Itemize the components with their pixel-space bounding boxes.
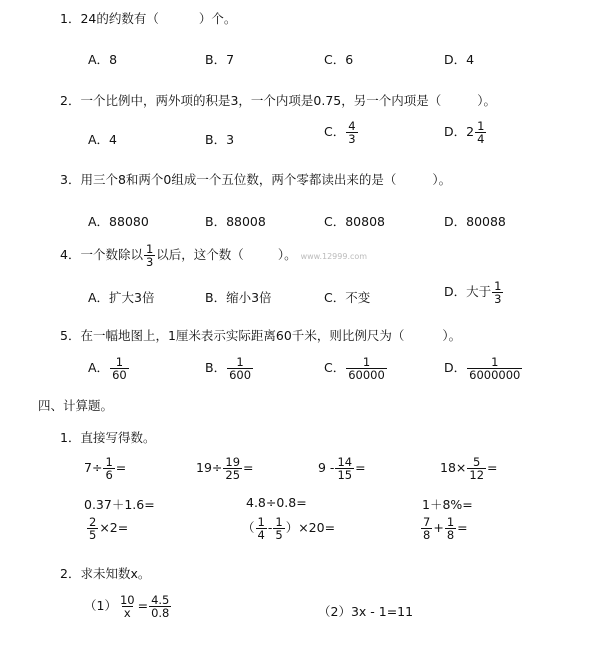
numerator: 1 (446, 515, 455, 529)
calc1-item-2 (196, 456, 254, 481)
option-value: 4 (466, 52, 475, 67)
q2-option-a: A．4 (88, 132, 118, 147)
denominator: 6 (105, 468, 113, 483)
question-tail: ）。 (442, 328, 462, 343)
question-5-stem (60, 326, 461, 344)
numerator: 1 (491, 355, 499, 369)
question-tail: ）。 (477, 93, 497, 108)
equals-sign: = (487, 460, 498, 476)
denominator: 3 (348, 132, 356, 147)
numerator: 7 (423, 515, 431, 529)
expr-prefix: 7÷ (84, 460, 103, 476)
question-text: 一个比例中，两外项的积是3，一个内项是0.75，另一个内项是（ (80, 93, 442, 108)
fraction (87, 516, 98, 541)
numerator: 2 (89, 515, 97, 529)
q3-option-d: D．80088 (444, 214, 506, 229)
numerator: 14 (337, 455, 353, 469)
expr-suffix: ）×20= (285, 520, 336, 536)
calc1-item-10 (420, 516, 468, 541)
q5-option-b (205, 356, 254, 381)
q4-option-c: C．不变 (324, 290, 371, 305)
q1-option-d (444, 50, 474, 68)
numerator: 1 (236, 355, 244, 369)
denominator: 6000000 (469, 368, 521, 383)
calc1-item-7: 1＋8%= (422, 497, 473, 512)
question-text-continued: 以后，这个数（ (156, 247, 244, 263)
option-label: D． (444, 52, 467, 67)
fraction (273, 516, 284, 541)
denominator: 25 (225, 468, 241, 483)
q3-option-b: B．88008 (205, 214, 266, 229)
denominator: 3 (494, 292, 502, 307)
calc1-item-9 (242, 516, 335, 541)
fraction (149, 594, 171, 619)
q5-option-a (88, 356, 130, 381)
denominator: 3 (145, 255, 154, 270)
numerator: 1 (145, 242, 154, 256)
fraction (346, 356, 387, 381)
fraction (335, 456, 354, 481)
numerator: 1 (115, 355, 124, 369)
question-text: 一个数除以 (80, 247, 143, 263)
question-1-stem (60, 9, 236, 27)
calc1-item-1 (84, 456, 126, 481)
expr-prefix: 9 - (318, 460, 335, 476)
q5-option-d (444, 356, 523, 381)
denominator: 4 (477, 132, 485, 147)
question-3-stem (60, 170, 451, 188)
numerator: 19 (225, 455, 241, 469)
option-label: C． (324, 124, 346, 140)
q4-option-a: A．扩大3倍 (88, 290, 155, 305)
denominator: 12 (469, 468, 485, 483)
numerator: 1 (105, 455, 113, 469)
numerator: 1 (362, 355, 371, 369)
option-label: D． (444, 360, 467, 376)
fraction (118, 594, 137, 619)
question-2-stem (60, 91, 496, 109)
option-label: A． (88, 360, 110, 376)
calc1-item-6: 4.8÷0.8= (246, 495, 307, 510)
fraction (346, 120, 357, 145)
fraction (256, 516, 267, 541)
q1-option-c (324, 50, 353, 68)
option-label: C． (324, 360, 346, 376)
denominator: 5 (89, 528, 97, 543)
denominator: 4 (257, 528, 265, 543)
fraction (103, 456, 114, 481)
option-label: A． (88, 52, 110, 67)
numerator: 1 (477, 119, 485, 133)
q2-option-d (444, 120, 487, 145)
option-value: 6 (345, 52, 354, 67)
question-number: 4． (60, 247, 81, 263)
option-label: B． (205, 360, 227, 376)
denominator: x (123, 606, 131, 621)
minus-sign: - (267, 520, 273, 536)
denominator: 8 (446, 528, 455, 543)
numerator: 4.5 (151, 593, 170, 607)
fraction (475, 120, 486, 145)
question-tail: ）。 (432, 172, 452, 187)
plus-sign: + (433, 520, 444, 536)
calc1-item-4 (440, 456, 498, 481)
q1-option-a (88, 50, 117, 68)
question-number: 1． (60, 11, 81, 26)
numerator: 1 (275, 515, 283, 529)
calc-1-title: 1．直接写得数。 (60, 430, 156, 445)
denominator: 5 (275, 528, 283, 543)
expr-prefix: 19÷ (196, 460, 223, 476)
problem-label: （1） (84, 598, 117, 614)
fraction (467, 356, 522, 381)
denominator: 60000 (348, 368, 385, 383)
equation-2: （2）3x - 1=11 (318, 604, 414, 619)
equals-sign: = (137, 598, 149, 614)
q1-option-b (205, 50, 234, 68)
calc1-item-3 (318, 456, 366, 481)
whole-number: 2 (466, 124, 475, 140)
equals-sign: = (115, 460, 127, 476)
question-tail: ）。 (277, 247, 297, 263)
fraction (223, 456, 242, 481)
calc1-item-5: 0.37＋1.6= (84, 497, 155, 512)
denominator: 60 (112, 368, 127, 383)
option-label: D． (444, 124, 467, 140)
numerator: 4 (348, 119, 356, 133)
numerator: 10 (119, 593, 135, 607)
question-text: 用三个8和两个0组成一个五位数，两个零都读出来的是（ (80, 172, 397, 187)
q3-option-a: A．88080 (88, 214, 149, 229)
expr-suffix: ×2= (99, 520, 129, 536)
fraction (467, 456, 486, 481)
calc-2-title: 2．求未知数x。 (60, 566, 151, 581)
fraction (421, 516, 432, 541)
fraction (227, 356, 253, 381)
q5-option-c (324, 356, 388, 381)
question-text: 24的约数有（ (80, 11, 159, 26)
equals-sign: = (243, 460, 254, 476)
option-label: B． (205, 52, 227, 67)
denominator: 0.8 (151, 606, 170, 621)
q4-option-d (444, 280, 504, 305)
question-tail: ）个。 (198, 11, 237, 26)
numerator: 1 (494, 279, 502, 293)
section-heading: 四、计算题。 (38, 398, 114, 413)
calc1-item-8 (86, 516, 128, 541)
equals-sign: = (355, 460, 366, 476)
q2-option-b: B．3 (205, 132, 235, 147)
equation-1 (84, 594, 172, 619)
denominator: 15 (337, 468, 353, 483)
q3-option-c: C．80808 (324, 214, 385, 229)
question-number: 2． (60, 93, 81, 108)
question-number: 3． (60, 172, 81, 187)
q4-option-b: B．缩小3倍 (205, 290, 272, 305)
numerator: 5 (473, 455, 481, 469)
question-number: 5． (60, 328, 81, 343)
watermark-text: www.12999.com (300, 252, 368, 262)
expr-prefix: 18× (440, 460, 467, 476)
denominator: 8 (423, 528, 431, 543)
option-value: 8 (109, 52, 118, 67)
open-paren: （ (242, 520, 255, 536)
denominator: 600 (229, 368, 252, 383)
fraction (492, 280, 503, 305)
q2-option-c (324, 120, 359, 145)
question-4-stem (60, 243, 367, 268)
fraction (110, 356, 129, 381)
option-value: 7 (226, 52, 235, 67)
equals-sign: = (457, 520, 468, 536)
question-text: 在一幅地图上，1厘米表示实际距离60千米，则比例尺为（ (80, 328, 405, 343)
fraction (445, 516, 456, 541)
option-label: D．大于 (444, 284, 492, 300)
fraction (144, 243, 155, 268)
numerator: 1 (257, 515, 265, 529)
option-label: C． (324, 52, 346, 67)
